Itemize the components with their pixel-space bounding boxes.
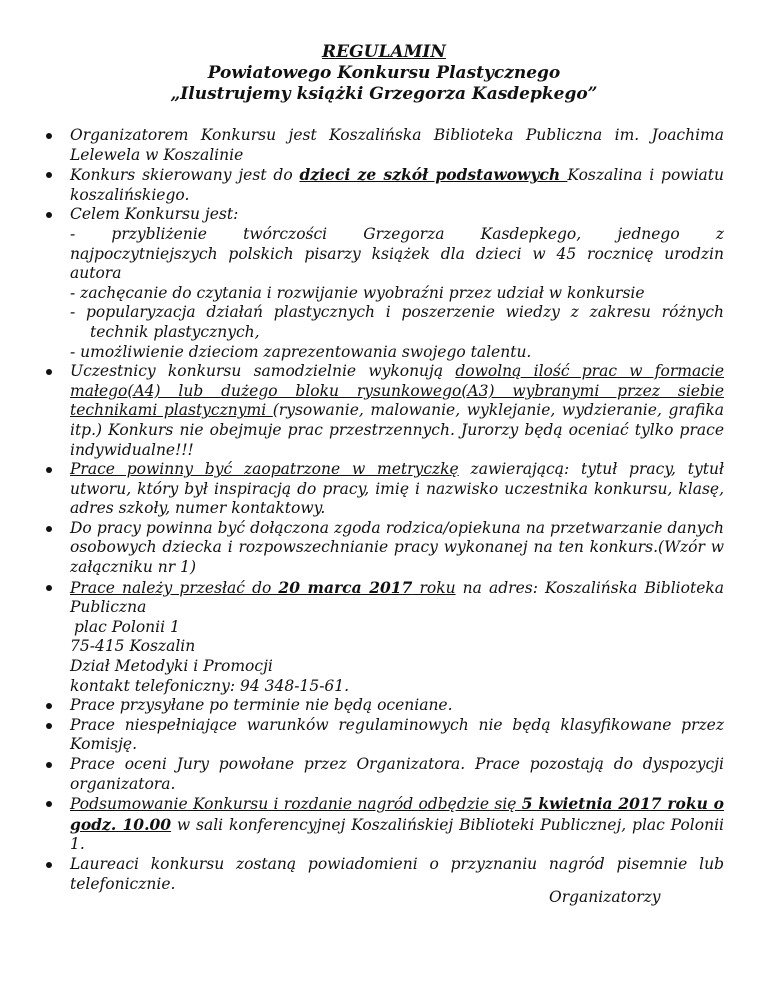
- address-line-3: Dział Metodyki i Promocji: [70, 657, 273, 676]
- rule-late-works: Prace przysyłane po terminie nie będą oceniane.: [70, 696, 724, 716]
- rules-list: [70, 126, 724, 894]
- rule-noncompliant: Prace niespełniające warunków regulaminowych nie będą klasyfikowane przez Komisję.: [70, 715, 724, 754]
- rule-goals: Celem Konkursu jest: - przybliżenie twórczości Grzegorza Kasdepkego, jednego z najpoczytniejszych polskich pisarzy książek dla dzieci w 45 rocznicę urodzin autora - zachęcanie do czytania i rozwijanie wyobraźni przez udział w konkursie - popularyzacja działań plastycznych i poszerzenie wiedzy z zakresu różnych technik plastycznych, - umożliwienie dzieciom zaprezentowania swojego talentu.: [70, 205, 724, 361]
- rule-jury: Prace oceni Jury powołane przez Organizatora. Prace pozostają do dyspozycji organizatora.: [70, 755, 724, 793]
- goal-1-first-line: - przybliżenie twórczości Grzegorza Kasdepkego, jednego z: [70, 224, 724, 243]
- rule-participants: Konkurs skierowany jest do dzieci ze szkół podstawowych Koszalina i powiatu koszalińskiego.: [70, 165, 724, 204]
- address-contact: kontakt telefoniczny: 94 348-15-61.: [70, 676, 350, 695]
- title-contest-name: Powiatowego Konkursu Plastycznego: [207, 63, 561, 83]
- title-regulamin: REGULAMIN: [322, 42, 446, 62]
- rule-laureates: Laureaci konkursu zostaną powiadomieni o przyznaniu nagród pisemnie lub telefonicznie.: [70, 854, 724, 893]
- goal-3: - popularyzacja działań plastycznych i poszerzenie wiedzy z zakresu różnych technik plastycznych,: [70, 303, 724, 341]
- signature: Organizatorzy: [549, 888, 661, 906]
- rule-organizer: Organizatorem Konkursu jest Koszalińska Biblioteka Publiczna im. Joachima Lelewela w Koszalinie: [70, 126, 724, 164]
- goal-4: - umożliwienie dzieciom zaprezentowania swojego talentu.: [70, 342, 532, 361]
- rule-ceremony: Podsumowanie Konkursu i rozdanie nagród odbędzie się 5 kwietnia 2017 roku o godz. 10.00 w sali konferencyjnej Koszalińskiej Biblioteki Publicznej, plac Polonii 1.: [70, 794, 724, 854]
- address-line-2: 75-415 Koszalin: [70, 637, 196, 656]
- document-title: [0, 42, 768, 105]
- goal-1-rest: najpoczytniejszych polskich pisarzy książek dla dzieci w 45 rocznicę urodzin autora: [70, 244, 724, 283]
- rule-submission: Prace należy przesłać do 20 marca 2017 roku na adres: Koszalińska Biblioteka Publiczna plac Polonii 1 75-415 Koszalin Dział Metodyki i Promocji kontakt telefoniczny: 94 348-15-61.: [70, 577, 725, 695]
- address-line-1: plac Polonii 1: [74, 617, 180, 636]
- goal-2: - zachęcanie do czytania i rozwijanie wyobraźni przez udział w konkursie: [70, 283, 645, 302]
- rule-works-format: Uczestnicy konkursu samodzielnie wykonują dowolną ilość prac w formacie małego(A4) lub dużego bloku rysunkowego(A3) wybranymi przez siebie technikami plastycznymi (rysowanie, malowanie, wyklejanie, wydzieranie, grafika itp.) Konkurs nie obejmuje prac przestrzennych. Jurorzy będą oceniać tylko prace indywidualne!!!: [70, 362, 724, 459]
- rule-metryczka: Prace powinny być zaopatrzone w metryczkę zawierającą: tytuł pracy, tytuł utworu, który był inspiracją do pracy, imię i nazwisko uczestnika konkursu, klasę, adres szkoły, numer kontaktowy.: [70, 460, 724, 518]
- title-contest-theme: „Ilustrujemy książki Grzegorza Kasdepkego”: [170, 84, 598, 104]
- rule-consent: Do pracy powinna być dołączona zgoda rodzica/opiekuna na przetwarzanie danych osobowych dziecka i rozpowszechnianie pracy wykonanej na ten konkurs.(Wzór w załączniku nr 1): [70, 518, 724, 577]
